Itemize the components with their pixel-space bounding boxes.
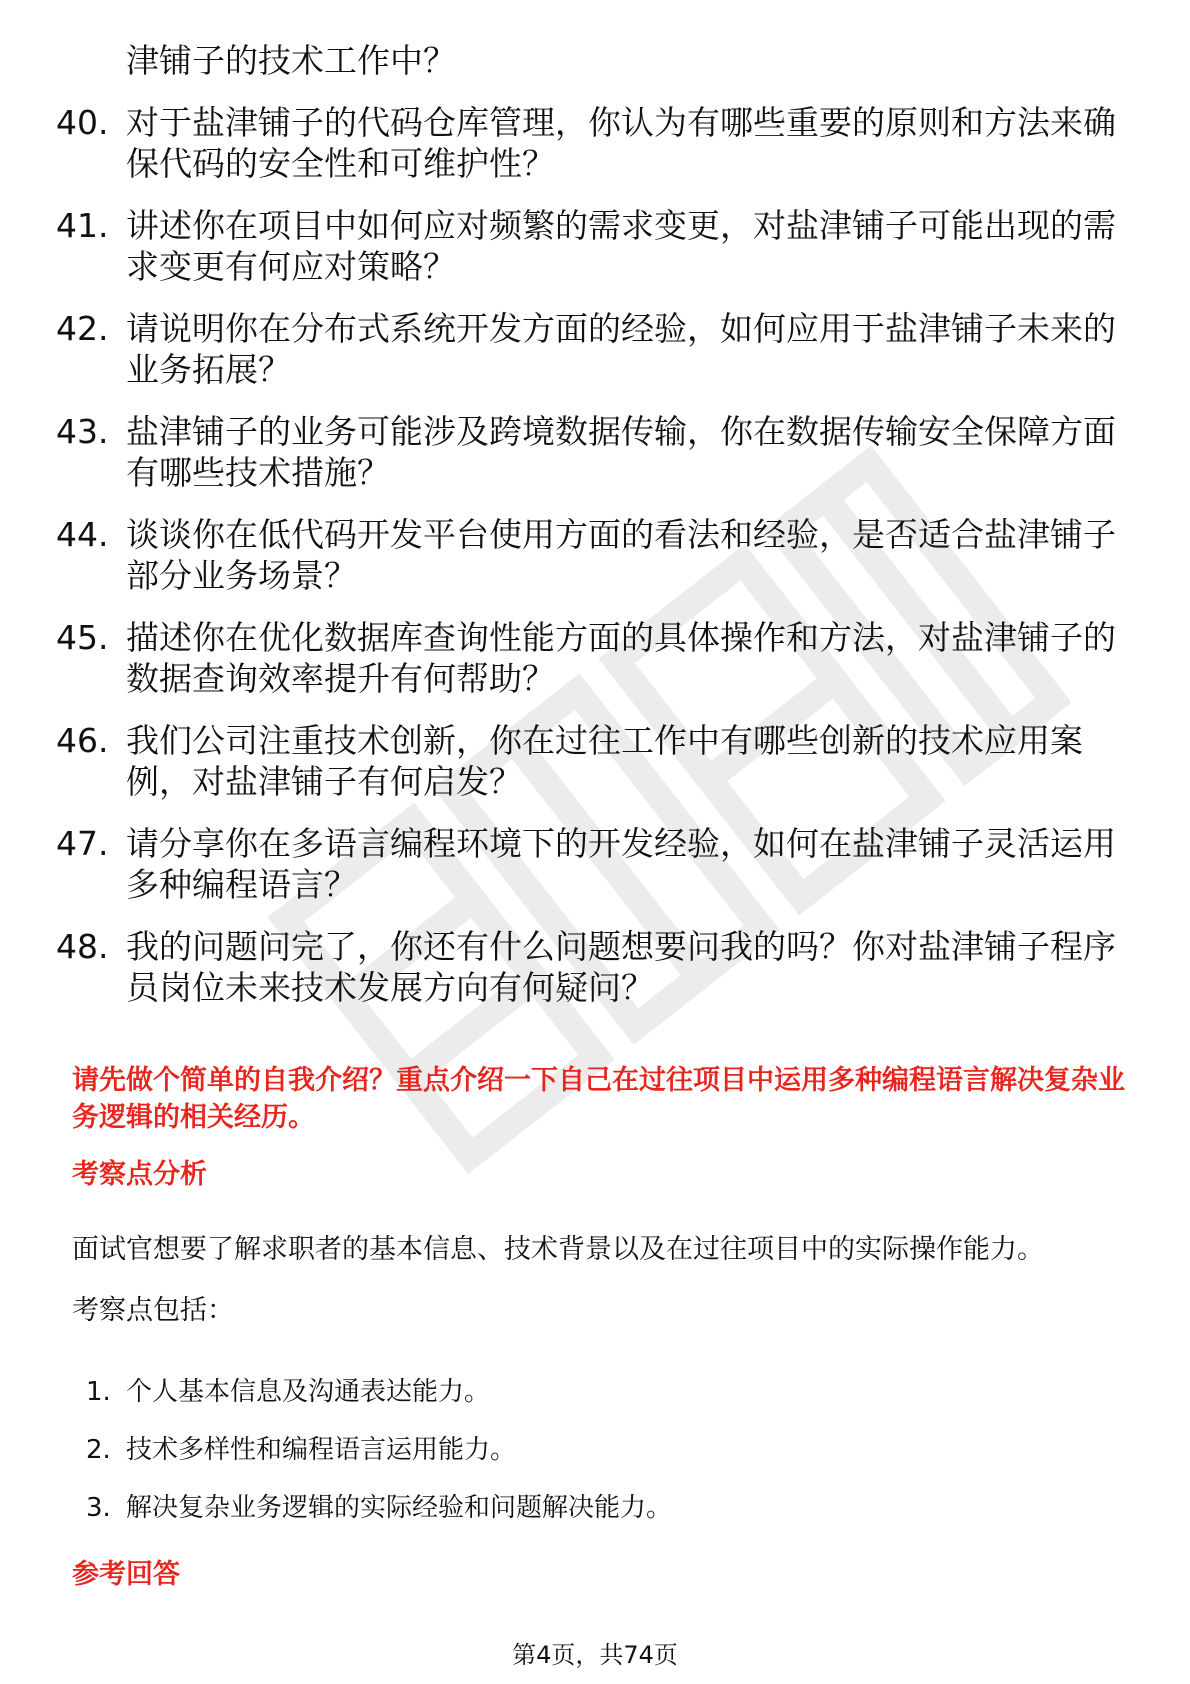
question-item-44 xyxy=(56,514,1136,596)
question-list xyxy=(56,40,1136,1029)
page-footer: 第4页，共74页 xyxy=(512,1641,678,1669)
point-text: 解决复杂业务逻辑的实际经验和问题解决能力。 xyxy=(126,1493,673,1523)
question-item-41 xyxy=(56,205,1136,287)
analysis-point xyxy=(72,1491,1072,1525)
question-text: 讲述你在项目中如何应对频繁的需求变更，对盐津铺子可能出现的需求变更有何应对策略？ xyxy=(126,206,1116,286)
question-number: 43. xyxy=(56,412,109,451)
question-text: 请分享你在多语言编程环境下的开发经验，如何在盐津铺子灵活运用多种编程语言？ xyxy=(126,824,1116,904)
question-text: 请说明你在分布式系统开发方面的经验，如何应用于盐津铺子未来的业务拓展？ xyxy=(126,309,1116,389)
point-number: 3. xyxy=(86,1493,111,1523)
question-item-45 xyxy=(56,617,1136,699)
analysis-points-list xyxy=(72,1375,1072,1549)
question-text: 津铺子的技术工作中？ xyxy=(126,41,456,80)
question-item-46 xyxy=(56,720,1136,802)
question-item-48 xyxy=(56,926,1136,1008)
highlight-question: 请先做个简单的自我介绍？重点介绍一下自己在过往项目中运用多种编程语言解决复杂业务逻辑的相关经历。 xyxy=(72,1065,1125,1133)
point-number: 2. xyxy=(86,1435,111,1465)
analysis-heading: 考察点分析 xyxy=(72,1159,207,1190)
question-number: 46. xyxy=(56,721,109,760)
question-item-continued xyxy=(56,40,1136,81)
question-item-47 xyxy=(56,823,1136,905)
question-text: 谈谈你在低代码开发平台使用方面的看法和经验，是否适合盐津铺子部分业务场景？ xyxy=(126,515,1116,595)
question-number: 48. xyxy=(56,927,109,966)
question-number: 41. xyxy=(56,206,109,245)
points-label: 考察点包括： xyxy=(72,1295,234,1326)
analysis-point xyxy=(72,1375,1072,1409)
question-number: 47. xyxy=(56,824,109,863)
point-number: 1. xyxy=(86,1377,111,1407)
question-text: 我的问题问完了，你还有什么问题想要问我的吗？你对盐津铺子程序员岗位未来技术发展方向有何疑问？ xyxy=(126,927,1116,1007)
question-number: 40. xyxy=(56,103,109,142)
answer-heading: 参考回答 xyxy=(72,1559,180,1590)
question-item-43 xyxy=(56,411,1136,493)
question-text: 我们公司注重技术创新，你在过往工作中有哪些创新的技术应用案例，对盐津铺子有何启发？ xyxy=(126,721,1083,801)
question-text: 描述你在优化数据库查询性能方面的具体操作和方法，对盐津铺子的数据查询效率提升有何帮助？ xyxy=(126,618,1116,698)
question-number: 44. xyxy=(56,515,109,554)
analysis-point xyxy=(72,1433,1072,1467)
analysis-intro: 面试官想要了解求职者的基本信息、技术背景以及在过往项目中的实际操作能力。 xyxy=(72,1234,1044,1265)
point-text: 技术多样性和编程语言运用能力。 xyxy=(126,1435,517,1465)
question-number: 45. xyxy=(56,618,109,657)
question-text: 盐津铺子的业务可能涉及跨境数据传输，你在数据传输安全保障方面有哪些技术措施？ xyxy=(126,412,1116,492)
question-item-42 xyxy=(56,308,1136,390)
question-number: 42. xyxy=(56,309,109,348)
question-text: 对于盐津铺子的代码仓库管理，你认为有哪些重要的原则和方法来确保代码的安全性和可维护性？ xyxy=(126,103,1116,183)
question-item-40 xyxy=(56,102,1136,184)
point-text: 个人基本信息及沟通表达能力。 xyxy=(126,1377,491,1407)
